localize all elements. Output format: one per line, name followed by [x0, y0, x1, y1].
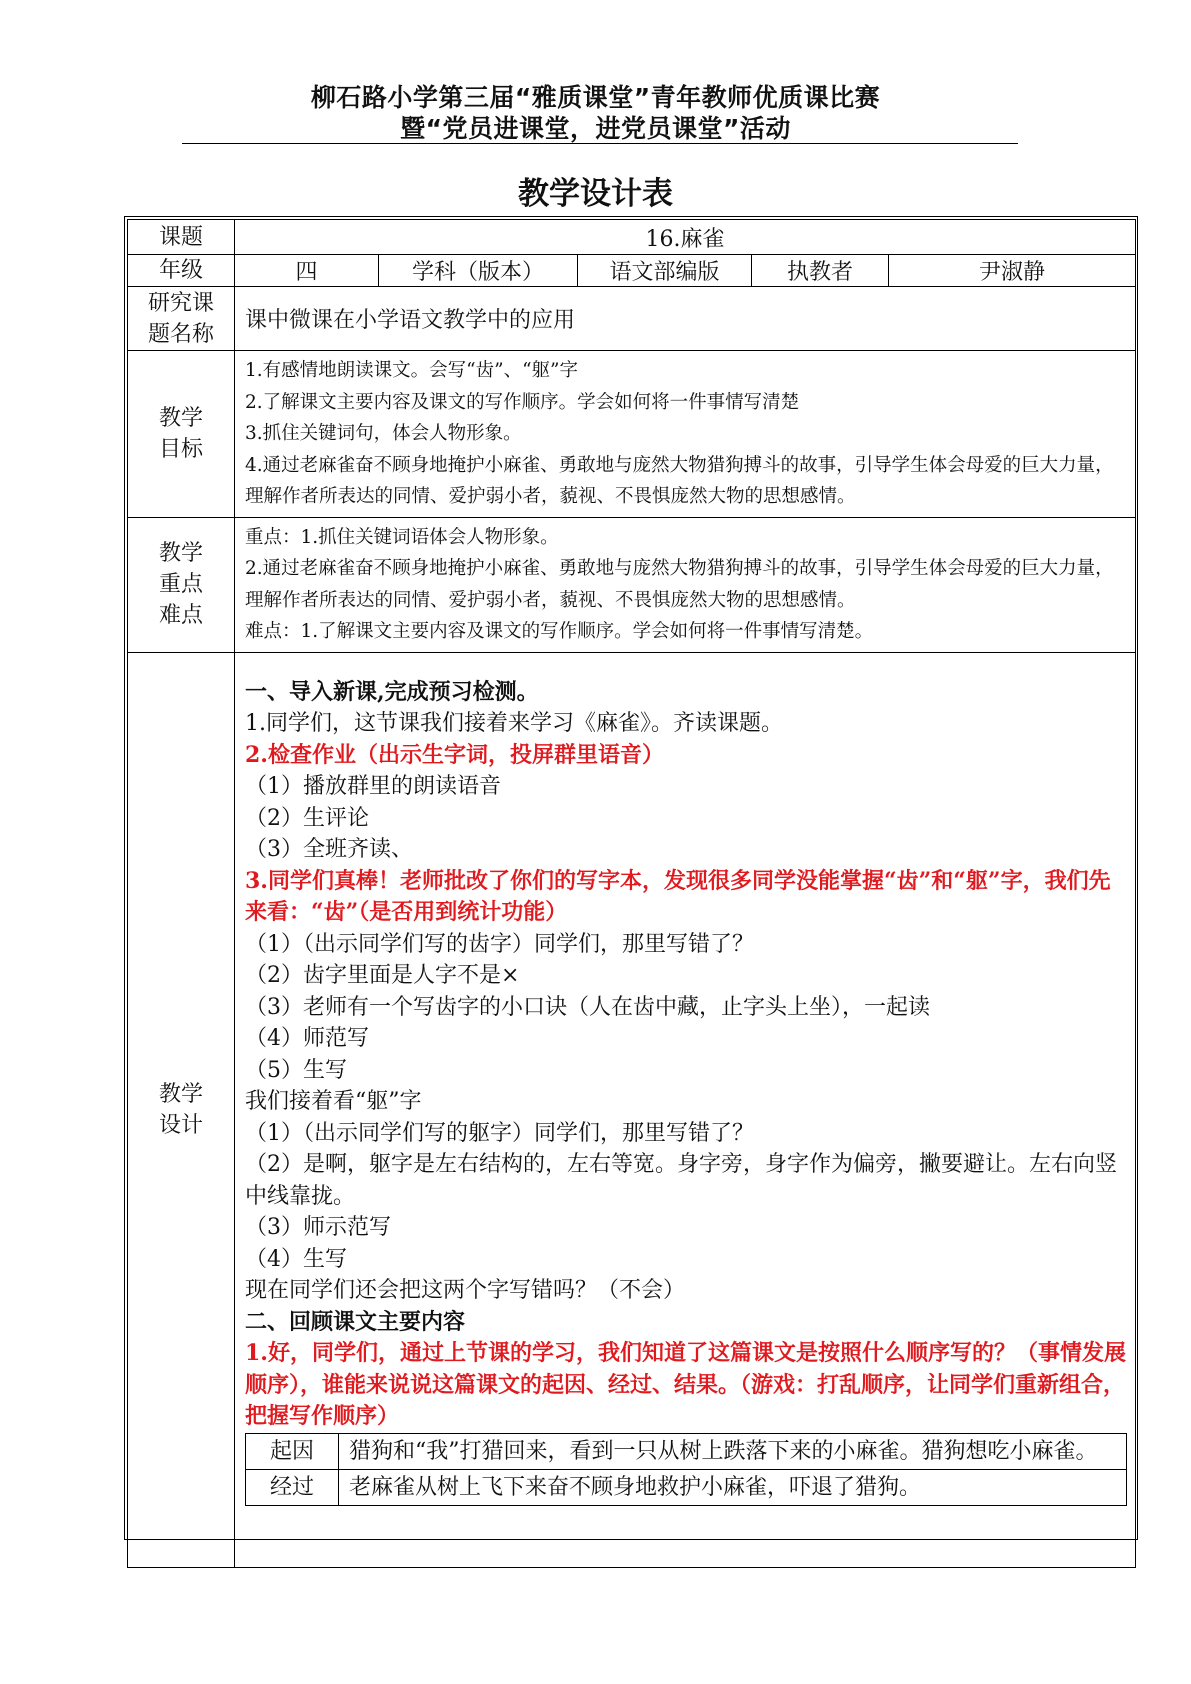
design-line: （5）生写: [245, 1057, 347, 1083]
design-line: 1.好，同学们，通过上节课的学习，我们知道了这篇课文是按照什么顺序写的？（事情发展顺序），谁能来说说这篇课文的起因、经过、结果。（游戏：打乱顺序，让同学们重新组合，把握写作顺序）: [245, 1340, 1126, 1429]
story-stage-text: 老麻雀从树上飞下来奋不顾身地救护小麻雀，吓退了猎狗。: [339, 1469, 1127, 1505]
research-label: 研究课题名称: [128, 287, 235, 351]
design-line: （2）生评论: [245, 805, 369, 831]
keypoints-label: 教学重点难点: [128, 517, 235, 652]
design-label: 教学设计: [128, 652, 235, 1567]
design-line: （3）师示范写: [245, 1215, 391, 1240]
grade-row: [128, 255, 1136, 287]
header-divider: [182, 143, 1018, 144]
topic-value: 16.麻雀: [235, 220, 1136, 255]
keypoints-row: [128, 517, 1136, 652]
teacher-value: 尹淑静: [889, 255, 1136, 287]
design-line: （4）师范写: [245, 1026, 369, 1051]
keypoint-item: 重点：1.抓住关键词语体会人物形象。: [245, 526, 559, 548]
design-line: （1）（出示同学们写的齿字）同学们，那里写错了？: [245, 931, 754, 957]
goal-item: 2.了解课文主要内容及课文的写作顺序。学会如何将一件事情写清楚: [245, 391, 800, 413]
story-stage-text: 猎狗和“我”打猎回来，看到一只从树上跌落下来的小麻雀。猎狗想吃小麻雀。: [339, 1433, 1127, 1469]
topic-label: 课题: [128, 220, 235, 255]
document-title: 教学设计表: [518, 176, 673, 212]
design-line: （4）生写: [245, 1246, 347, 1272]
design-content: [235, 652, 1136, 1567]
research-value: 课中微课在小学语文教学中的应用: [235, 287, 1136, 351]
design-line: （1）（出示同学们写的躯字）同学们，那里写错了？: [245, 1120, 754, 1146]
design-line: 二、回顾课文主要内容: [245, 1308, 466, 1335]
design-line: 一、导入新课,完成预习检测。: [245, 678, 539, 705]
keypoints-content: [235, 517, 1136, 652]
story-stage-label: 经过: [246, 1469, 339, 1505]
topic-row: [128, 220, 1136, 255]
subject-value: 语文部编版: [578, 255, 752, 287]
goals-list: [245, 355, 1129, 513]
story-structure-table: [245, 1433, 1127, 1506]
goals-row: [128, 351, 1136, 518]
design-line: （2）齿字里面是人字不是×: [245, 963, 520, 988]
design-line: 现在同学们还会把这两个字写错吗？（不会）: [245, 1278, 686, 1303]
teacher-label: 执教者: [752, 255, 889, 287]
lesson-plan-table: [127, 219, 1136, 1568]
header-line-1: 柳石路小学第三届“雅质课堂”青年教师优质课比赛: [310, 83, 881, 112]
keypoints-list: [245, 522, 1129, 648]
design-line: 2.检查作业（出示生字词，投屏群里语音）: [245, 741, 664, 768]
goal-item: 1.有感情地朗读课文。会写“齿”、“躯”字: [245, 360, 578, 381]
story-row: [246, 1469, 1127, 1505]
story-stage-label: 起因: [246, 1433, 339, 1469]
keypoint-item: 难点：1.了解课文主要内容及课文的写作顺序。学会如何将一件事情写清楚。: [245, 621, 874, 642]
design-line: （2）是啊，躯字是左右结构的，左右等宽。身字旁，身字作为偏旁，撇要避让。左右向竖中线靠拢。: [245, 1152, 1118, 1209]
design-line: （3）老师有一个写齿字的小口诀（人在齿中藏，止字头上坐），一起读: [245, 994, 930, 1020]
story-row: [246, 1433, 1127, 1469]
goals-label: 教学目标: [128, 351, 235, 518]
grade-label: 年级: [128, 255, 235, 287]
header-line-2: 暨“党员进课堂，进党员课堂”活动: [400, 114, 791, 143]
design-line: 我们接着看“躯”字: [245, 1089, 422, 1114]
subject-label: 学科（版本）: [379, 255, 578, 287]
design-list: [245, 677, 1129, 1433]
design-line: （1）播放群里的朗读语音: [245, 774, 501, 799]
goals-content: [235, 351, 1136, 518]
document-header: [0, 82, 1191, 144]
research-row: [128, 287, 1136, 351]
goal-item: 3.抓住关键词句，体会人物形象。: [245, 423, 522, 444]
keypoint-item: 2.通过老麻雀奋不顾身地掩护小麻雀、勇敢地与庞然大物猎狗搏斗的故事，引导学生体会母爱的巨大力量，理解作者所表达的同情、爱护弱小者，藐视、不畏惧庞然大物的思想感情。: [245, 558, 1114, 611]
design-line: 3.同学们真棒！老师批改了你们的写字本，发现很多同学没能掌握“齿”和“躯”字，我们先来看：“齿”（是否用到统计功能）: [245, 867, 1111, 925]
design-line: 1.同学们，这节课我们接着来学习《麻雀》。齐读课题。: [245, 711, 783, 736]
goal-item: 4.通过老麻雀奋不顾身地掩护小麻雀、勇敢地与庞然大物猎狗搏斗的故事，引导学生体会母爱的巨大力量，理解作者所表达的同情、爱护弱小者，藐视、不畏惧庞然大物的思想感情。: [245, 454, 1114, 507]
design-line: （3）全班齐读、: [245, 837, 413, 862]
grade-value: 四: [235, 255, 379, 287]
design-row: [128, 652, 1136, 1567]
